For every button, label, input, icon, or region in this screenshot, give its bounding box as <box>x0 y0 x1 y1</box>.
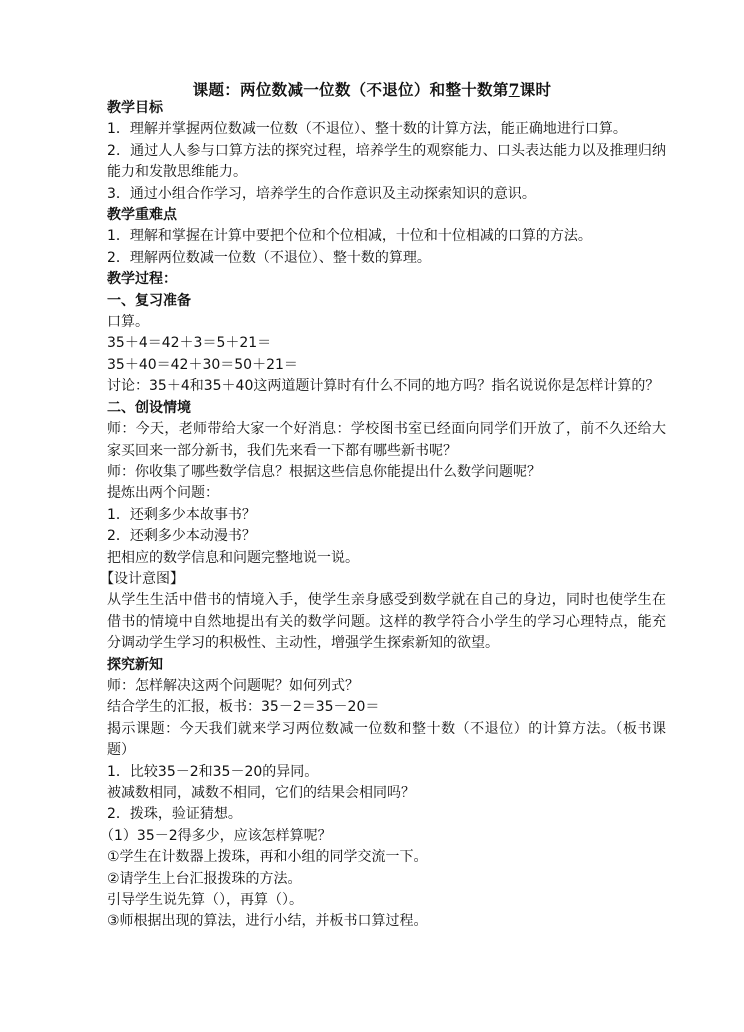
title-prefix: 课题：两位数减一位数（不退位）和整十数第 <box>192 80 509 99</box>
lesson-title <box>0 78 744 100</box>
key-point-1: 1．理解和掌握在计算中要把个位和个位相减，十位和十位相减的口算的方法。 <box>107 228 592 245</box>
key-points-heading: 教学重难点 <box>107 207 177 224</box>
compare-question: 被减数相同，减数不相同，它们的结果会相同吗？ <box>107 785 415 801</box>
design-intent-heading: 【设计意图】 <box>100 570 184 587</box>
title-suffix: 课时 <box>519 80 552 99</box>
compare-step: 1．比较35－2和35－20的异同。 <box>107 763 319 780</box>
teacher-line-1: 师：今天，老师带给大家一个好消息：学校图书室已经面向同学们开放了，前不久还给大家买回来一部分新书，我们先来看一下都有哪些新书呢？ <box>107 421 666 459</box>
key-point-2: 2．理解两位数减一位数（不退位）、整十数的算理。 <box>107 249 431 266</box>
goal-3: 3．通过小组合作学习，培养学生的合作意识及主动探索知识的意识。 <box>107 185 536 202</box>
step-1: ①学生在计数器上拨珠，再和小组的同学交流一下。 <box>107 849 428 866</box>
teacher-line-2: 师：你收集了哪些数学信息？根据这些信息你能提出什么数学问题呢？ <box>107 463 541 480</box>
step-3: ③师根据出现的算法，进行小结，并板书口算过程。 <box>107 913 428 930</box>
sub-question-1: （1）35－2得多少，应该怎样算呢？ <box>100 827 332 844</box>
goal-1: 1．理解并掌握两位数减一位数（不退位）、整十数的计算方法，能正确地进行口算。 <box>107 121 627 138</box>
goals-heading: 教学目标 <box>107 100 163 116</box>
process-heading: 教学过程： <box>107 271 177 288</box>
question-1: 1．还剩多少本故事书？ <box>107 506 256 523</box>
lesson-number: 7 <box>508 80 520 99</box>
design-intent-text: 从学生生活中借书的情境入手，使学生亲身感受到数学就在自己的身边，同时也使学生在借书的情境中自然地提出有关的数学问题。这样的教学符合小学生的学习心理特点，能充分调动学生学习的积极性、主动性，增强学生探索新知的欲望。 <box>107 592 666 652</box>
calc-line-1: 35＋4＝42＋3＝5＋21＝ <box>107 335 272 352</box>
beads-step: 2．拨珠，验证猜想。 <box>107 806 242 823</box>
board-writing: 结合学生的汇报，板书：35－2＝35－20＝ <box>107 699 380 716</box>
teacher-line-3: 师：怎样解决这两个问题呢？如何列式？ <box>107 677 359 694</box>
reveal-topic: 揭示课题：今天我们就来学习两位数减一位数和整十数（不退位）的计算方法。（板书课题） <box>107 720 666 759</box>
step-2: ②请学生上台汇报拨珠的方法。 <box>107 870 302 887</box>
review-heading: 一、复习准备 <box>107 292 191 309</box>
oral-calc-label: 口算。 <box>107 314 149 331</box>
calc-line-2: 35＋40＝42＋30＝50＋21＝ <box>107 356 298 373</box>
guide-line: 引导学生说先算（），再算（）。 <box>107 892 303 909</box>
lesson-body <box>86 98 666 933</box>
scene-heading: 二、创设情境 <box>107 399 191 416</box>
complete-statement: 把相应的数学信息和问题完整地说一说。 <box>107 549 359 566</box>
question-2: 2．还剩多少本动漫书？ <box>107 528 256 545</box>
goal-2: 2．通过人人参与口算方法的探究过程，培养学生的观察能力、口头表达能力以及推理归纳能力和发散思维能力。 <box>107 142 666 181</box>
explore-heading: 探究新知 <box>107 656 163 673</box>
discussion: 讨论：35＋4和35＋40这两道题计算时有什么不同的地方吗？指名说说你是怎样计算的？ <box>107 378 660 395</box>
raise-questions: 提炼出两个问题： <box>107 485 219 502</box>
